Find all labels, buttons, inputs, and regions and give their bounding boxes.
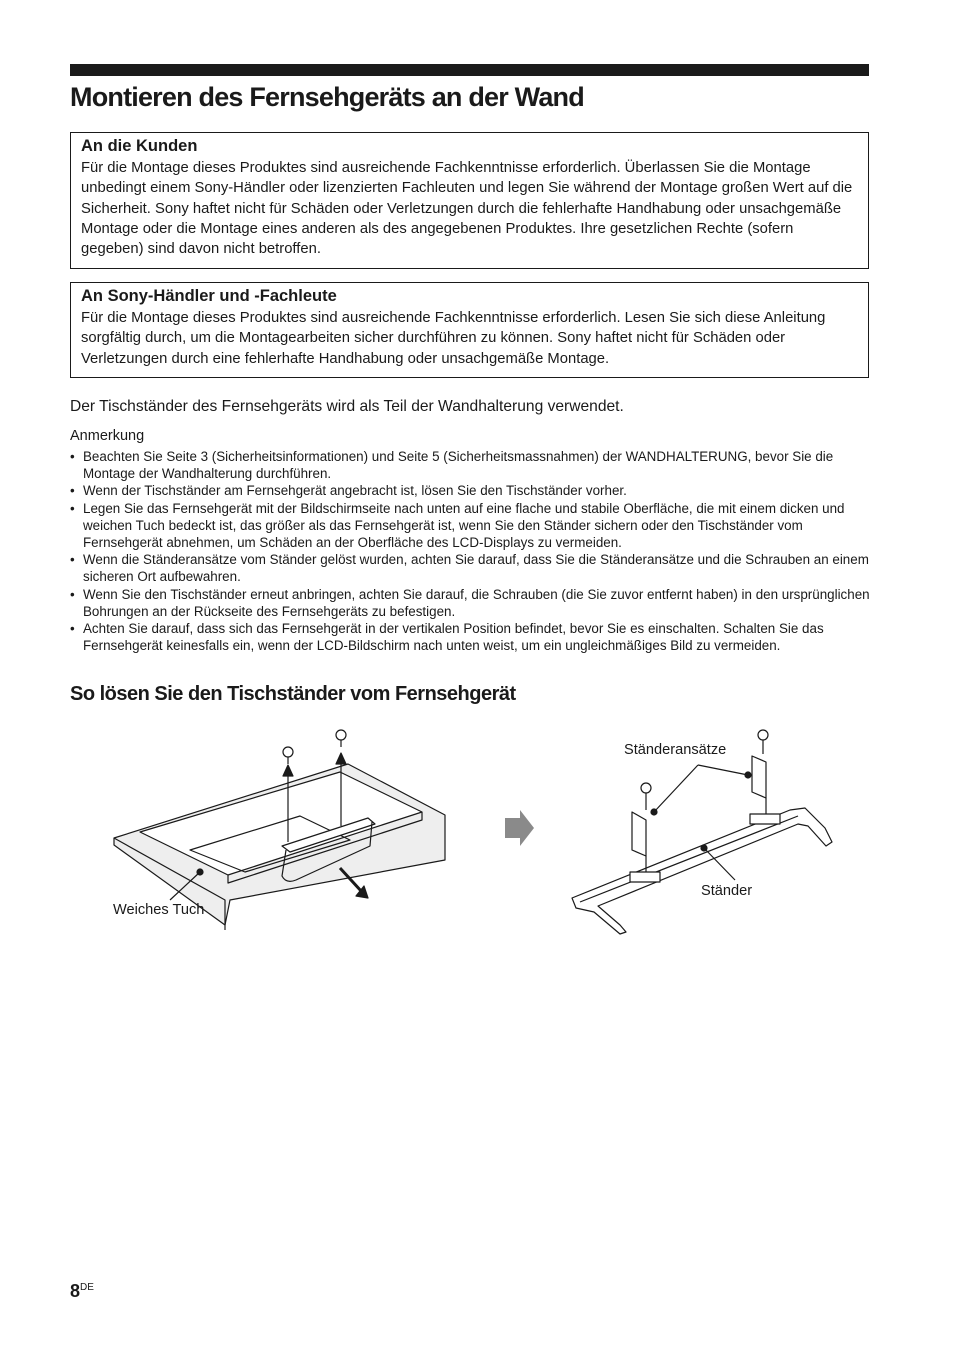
bracket-right-mount (750, 814, 780, 824)
page-number (70, 1281, 94, 1302)
brackets-leader-right (698, 765, 748, 775)
arrow-right-icon (505, 810, 534, 846)
note-item: • Beachten Sie Seite 3 (Sicherheitsinformationen) und Seite 5 (Sicherheitsmassnahmen) der WANDHALTERUNG, bevor Sie die Montage der Wandhalterung durchführen. (70, 449, 834, 482)
dealer-notice-heading: An Sony-Händler und -Fachleute (81, 287, 337, 305)
section-subtitle: So lösen Sie den Tischständer vom Fernsehgerät (70, 683, 516, 705)
customer-notice-heading: An die Kunden (81, 137, 198, 155)
note-heading: Anmerkung (70, 428, 145, 444)
bracket-left-mount (630, 872, 660, 882)
note-list (70, 448, 870, 654)
note-item: • Wenn Sie den Tischständer erneut anbringen, achten Sie darauf, die Schrauben (die Sie zuvor entfernt haben) in den ursprünglichen Bohrungen an der Rückseite des Fernsehgeräts zu befestigen. (70, 586, 870, 619)
note-item: • Wenn der Tischständer am Fernsehgerät angebracht ist, lösen Sie den Tischständer vorher. (70, 483, 627, 499)
stand-removal-figure (100, 720, 860, 950)
bracket-left-shape (632, 812, 646, 856)
screw-icon (758, 730, 768, 754)
intro-text: Der Tischständer des Fernsehgeräts wird als Teil der Wandhalterung verwendet. (70, 398, 624, 415)
label-soft-cloth: Weiches Tuch (113, 902, 205, 918)
screw-icon (283, 747, 293, 764)
bracket-right-shape (752, 756, 766, 798)
label-stand: Ständer (701, 883, 753, 899)
page-language-code: DE (80, 1282, 94, 1293)
stand-inner-line (580, 816, 798, 902)
label-stand-brackets: Ständeransätze (624, 742, 727, 758)
dealer-notice-box (70, 282, 869, 378)
customer-notice-text: Für die Montage dieses Produktes sind ausreichende Fachkenntnisse erforderlich. Überlassen Sie die Montage unbedingt einem Sony-Händler oder lizenzierten Fachleuten und legen Sie während der Montage großen Wert auf die Sicherheit. Sony haftet nicht für Schäden oder Verletzungen durch die fehlerhafte Handhabung oder unsachgemäße Montage oder die Montage eines anderen als des angegebenen Produktes. Ihre gesetzlichen Rechte (sofern gegeben) sind davon nicht betroffen. (81, 160, 853, 258)
note-item: • Achten Sie darauf, dass sich das Fernsehgerät in der vertikalen Position befindet, bevor Sie es einschalten. Schalten Sie das Fernsehgerät keinesfalls ein, wenn der LCD-Bildschirm nach unten weist, um ein ungleichmäßiges Bild zu vermeiden. (70, 621, 824, 654)
customer-notice-box (70, 132, 869, 269)
brackets-leader-left (654, 765, 698, 812)
screw-icon (641, 783, 651, 810)
note-item: • Wenn die Ständeransätze vom Ständer gelöst wurden, achten Sie darauf, dass Sie die Ständeransätze und die Schrauben an einem sicheren Ort aufbewahren. (70, 552, 869, 585)
page-title: Montieren des Fernsehgeräts an der Wand (70, 82, 584, 112)
arrow-up-right-head (336, 753, 346, 764)
note-item: • Legen Sie das Fernsehgerät mit der Bildschirmseite nach unten auf eine flache und stabile Oberfläche, die mit einem dicken und weichen Tuch bedeckt ist, das größer als das Fernsehgerät ist, wenn Sie den Ständer sichern oder den Tischständer vom Fernsehgerät abnehmen, um Schäden an der Oberfläche des LCD-Displays zu vermeiden. (70, 500, 845, 551)
arrow-up-left-head (283, 765, 293, 776)
page-number-value: 8 (70, 1281, 81, 1301)
stand-removal-illustration (100, 720, 860, 950)
stand-base-outline (572, 808, 832, 934)
title-rule (70, 64, 869, 76)
dealer-notice-text: Für die Montage dieses Produktes sind ausreichende Fachkenntnisse erforderlich. Lesen Sie sich diese Anleitung sorgfältig durch, um die Montagearbeiten sicher durchführen zu können. Sony haftet nicht für Schäden oder Verletzungen durch eine fehlerhafte Handhabung oder unsachgemäße Montage. (81, 310, 826, 367)
screw-icon (336, 730, 346, 747)
